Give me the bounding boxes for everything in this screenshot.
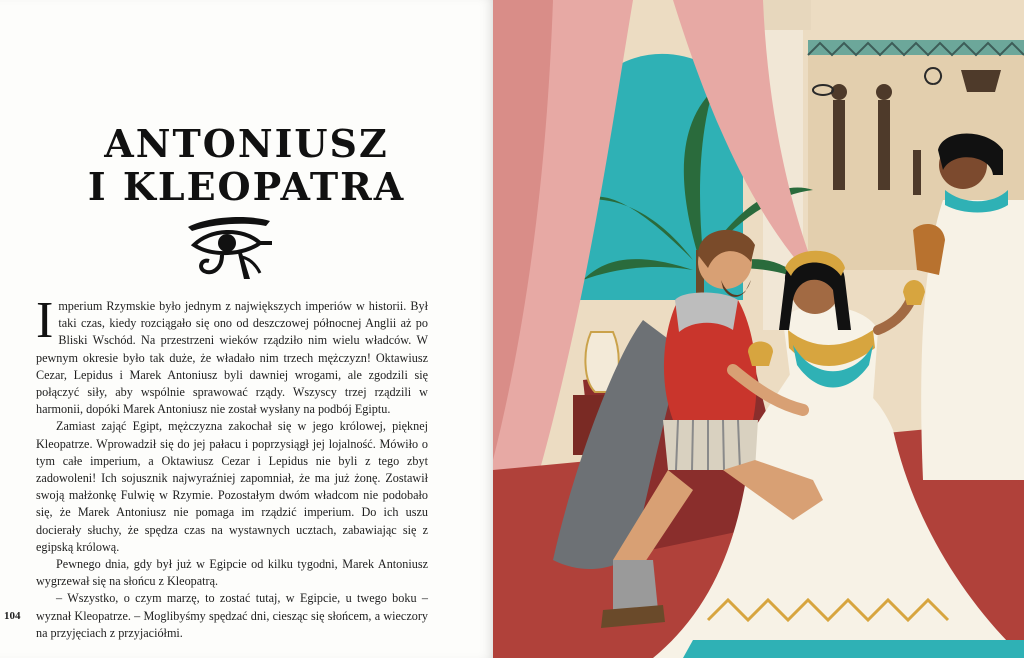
illustration-page <box>493 0 1024 658</box>
chapter-title-line2: I KLEOPATRA <box>87 164 406 209</box>
paragraph-3: Pewnego dnia, gdy był już w Egipcie od kilku tygodni, Marek Antoniusz wygrzewał się na słońcu z Kleopatrą. <box>36 557 428 589</box>
goblet-antony <box>748 342 773 367</box>
page-number: 104 <box>4 610 21 622</box>
paragraph-2: Zamiast zająć Egipt, mężczyzna zakochał się w jego królowej, pięknej Kleopatrze. Wprowadził się do jej pałacu i poprzysiągł jej lojalność. Mówiło o tym całe imperium, a Oktawiusz Cezar i Lepidus nie byli z tego zbyt zadowoleni! Ich sojusznik najwyraźniej zapomniał, że ma już żonę. Zostawił swoją małżonkę Fulwię w Rzymie. Pozostałym dwóm władcom nie podobało się, że Marek Antoniusz nie pomaga im rządzić imperium. Do ich uszu docierały słuchy, że spędza czas na wystawnych ucztach, zabawiając się z egipską królową. <box>36 419 428 554</box>
paragraph-1: Imperium Rzymskie było jednym z największych imperiów w historii. Był taki czas, kiedy rozciągało się ono od deszczowej północnej Anglii aż po Bliski Wschód. Na przestrzeni wieków rządziło nim wielu władców. W pewnym okresie było tak duże, że władało nim trzech mężczyzn! Oktawiusz Cezar, Lepidus i Marek Antoniusz byli dawniej wrogami, ale zgodzili się połączyć siły, aby wspólnie sprawować rządy. Wszyscy trzej rządzili w harmonii, dopóki Marek Antoniusz nie został wysłany na podbój Egiptu. <box>36 292 428 417</box>
paragraph-4: – Wszystko, o czym marzę, to zostać tutaj, w Egipcie, u twego boku – wyznał Kleopatrze. – Moglibyśmy spędzać dni, ciesząc się słońcem, a wieczory na przyjęciach z przyjaciółmi. <box>36 591 428 640</box>
text-page <box>0 0 493 658</box>
chapter-title-line1: ANTONIUSZ <box>104 121 389 166</box>
jug <box>913 224 945 275</box>
drop-cap: I <box>36 292 54 349</box>
eye-of-horus-icon <box>182 213 274 281</box>
chapter-body <box>36 292 428 642</box>
illustration <box>493 0 1024 658</box>
